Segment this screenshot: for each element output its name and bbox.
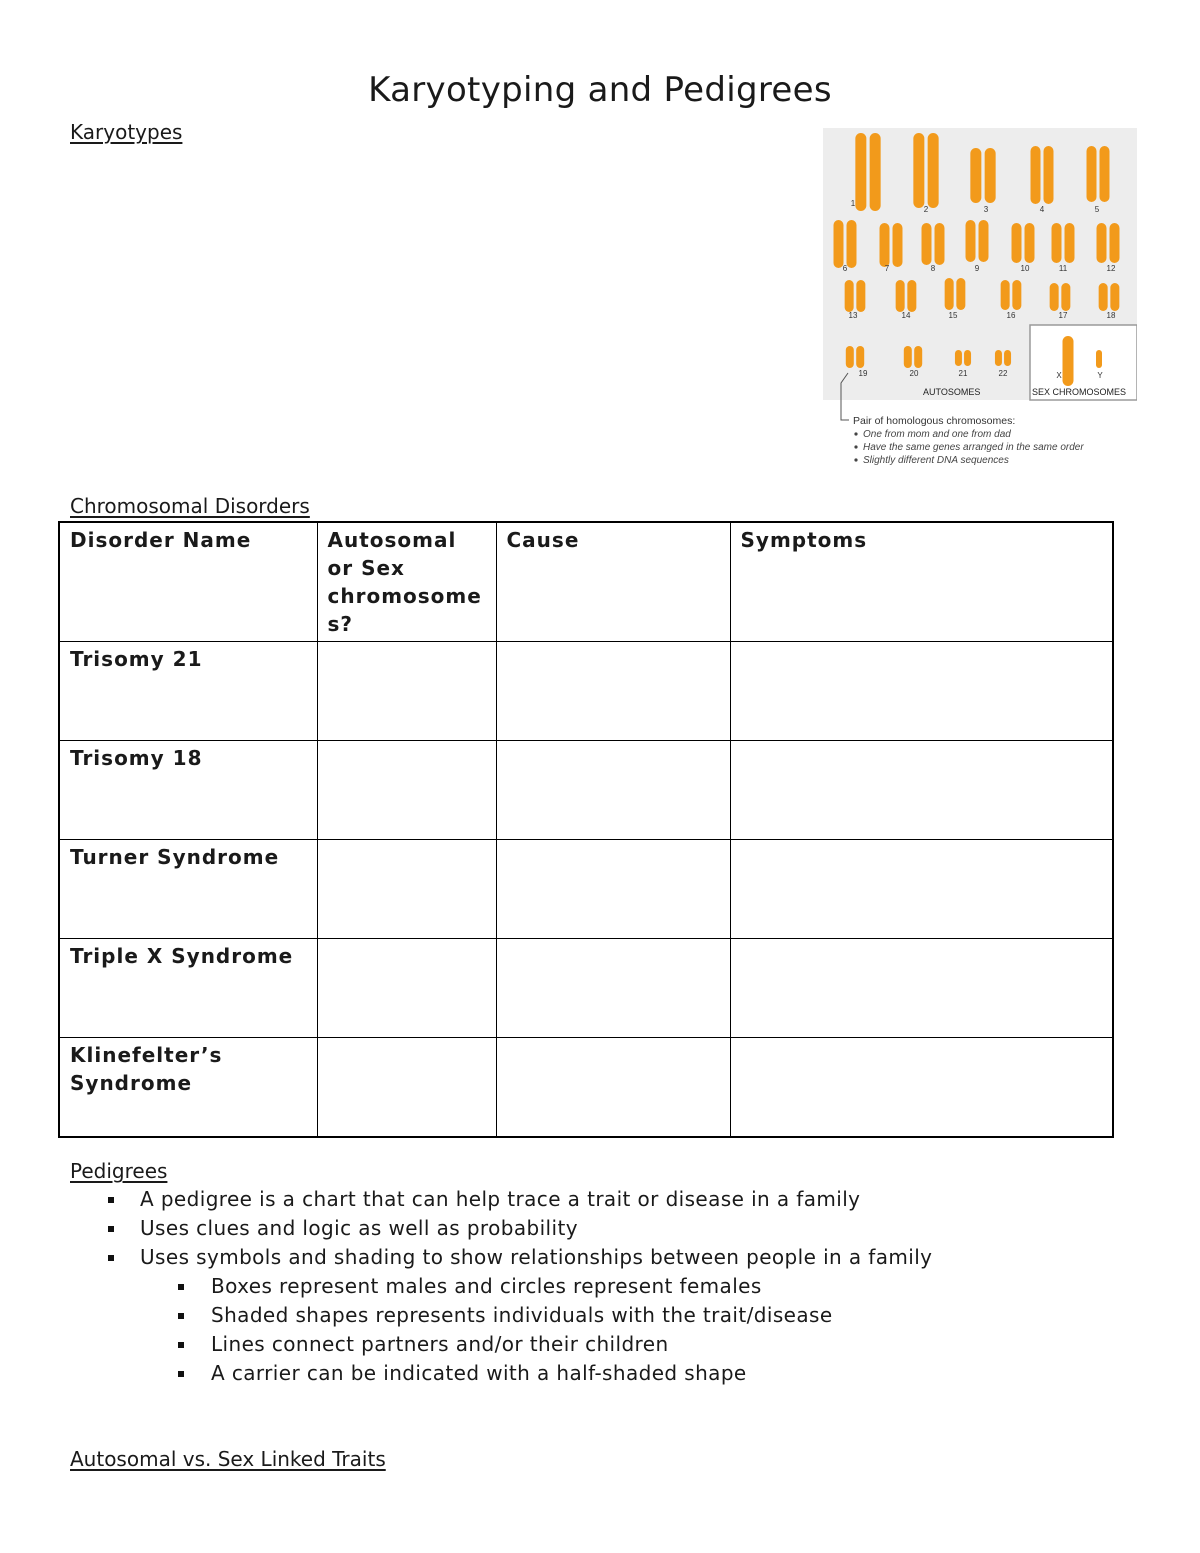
chromosome-icon bbox=[1063, 336, 1074, 386]
chromosome-icon bbox=[964, 350, 971, 366]
list-item-text: Uses symbols and shading to show relationships between people in a family bbox=[140, 1245, 933, 1269]
chromosome-icon bbox=[893, 223, 903, 267]
table-row bbox=[59, 840, 1113, 939]
table-row bbox=[59, 1038, 1113, 1138]
chromosome-icon bbox=[955, 350, 962, 366]
column-header: Autosomal or Sex chromosome s? bbox=[317, 522, 496, 642]
bullet-icon bbox=[108, 1255, 114, 1261]
type-cell[interactable] bbox=[317, 939, 496, 1038]
chromosome-pair-label: 16 bbox=[1006, 311, 1016, 320]
caption-point: One from mom and one from dad bbox=[863, 429, 1011, 440]
chromosome-icon bbox=[855, 133, 866, 211]
bullet-icon bbox=[854, 432, 857, 435]
chromosomal-disorders-heading: Chromosomal Disorders bbox=[70, 494, 310, 518]
autosomal-vs-sex-linked-heading: Autosomal vs. Sex Linked Traits bbox=[70, 1447, 386, 1471]
bullet-icon bbox=[108, 1197, 114, 1203]
bullet-icon bbox=[178, 1313, 184, 1319]
chromosome-icon bbox=[834, 220, 844, 268]
sub-list-item bbox=[100, 1301, 932, 1330]
chromosome-pair-label: 6 bbox=[842, 264, 848, 273]
bullet-icon bbox=[178, 1284, 184, 1290]
chromosome-pair-label: 18 bbox=[1106, 311, 1116, 320]
type-cell[interactable] bbox=[317, 1038, 496, 1138]
sub-list-item bbox=[100, 1330, 932, 1359]
chromosome-pair-label: 14 bbox=[901, 311, 911, 320]
chromosome-icon bbox=[985, 148, 996, 203]
chromosome-icon bbox=[1065, 223, 1075, 263]
chromosome-icon bbox=[928, 133, 939, 208]
list-item-text: A carrier can be indicated with a half-shaded shape bbox=[211, 1361, 747, 1385]
table-row bbox=[59, 939, 1113, 1038]
chromosome-pair-label: 20 bbox=[909, 369, 919, 378]
disorders-table bbox=[58, 521, 1114, 1138]
type-cell[interactable] bbox=[317, 840, 496, 939]
chromosome-icon bbox=[1052, 223, 1062, 263]
list-item bbox=[100, 1214, 932, 1243]
cause-cell[interactable] bbox=[496, 939, 730, 1038]
disorder-name-cell: Turner Syndrome bbox=[59, 840, 317, 939]
symptoms-cell[interactable] bbox=[730, 642, 1113, 741]
chromosome-icon bbox=[847, 220, 857, 268]
bullet-icon bbox=[854, 445, 857, 448]
list-item-text: A pedigree is a chart that can help trace a trait or disease in a family bbox=[140, 1187, 861, 1211]
table-row bbox=[59, 741, 1113, 840]
chromosome-icon bbox=[880, 223, 890, 267]
cause-cell[interactable] bbox=[496, 642, 730, 741]
page-title: Karyotyping and Pedigrees bbox=[368, 70, 832, 110]
bullet-icon bbox=[178, 1342, 184, 1348]
chromosome-icon bbox=[1001, 280, 1010, 310]
column-header: Cause bbox=[496, 522, 730, 642]
table-header-row bbox=[59, 522, 1113, 642]
caption-point: Slightly different DNA sequences bbox=[863, 455, 1009, 466]
chromosome-icon bbox=[1012, 223, 1022, 263]
chromosome-pair-label: 22 bbox=[998, 369, 1008, 378]
chromosome-icon bbox=[1087, 146, 1097, 202]
sex-chromosomes-label: SEX CHROMOSOMES bbox=[1032, 387, 1127, 397]
karyotype-figure bbox=[823, 128, 1137, 473]
chromosome-icon bbox=[914, 346, 922, 368]
type-cell[interactable] bbox=[317, 741, 496, 840]
chromosome-pair-label: 17 bbox=[1058, 311, 1068, 320]
chromosome-icon bbox=[966, 220, 976, 262]
sub-list-item bbox=[100, 1272, 932, 1301]
column-header: Symptoms bbox=[730, 522, 1113, 642]
chromosome-icon bbox=[1110, 223, 1120, 263]
disorder-name-cell: Klinefelter’s Syndrome bbox=[59, 1038, 317, 1138]
chromosome-icon bbox=[995, 350, 1002, 366]
chromosome-icon bbox=[1061, 283, 1070, 311]
chromosome-pair-label: 3 bbox=[983, 205, 989, 214]
chromosome-icon bbox=[1099, 283, 1108, 311]
symptoms-cell[interactable] bbox=[730, 741, 1113, 840]
cause-cell[interactable] bbox=[496, 1038, 730, 1138]
chromosome-icon bbox=[1097, 223, 1107, 263]
chromosome-icon bbox=[1025, 223, 1035, 263]
chromosome-pair-label: X bbox=[1056, 371, 1062, 380]
list-item-text: Boxes represent males and circles represent females bbox=[211, 1274, 762, 1298]
disorder-name-cell: Triple X Syndrome bbox=[59, 939, 317, 1038]
chromosome-icon bbox=[1044, 146, 1054, 204]
disorder-name-cell: Trisomy 18 bbox=[59, 741, 317, 840]
chromosome-icon bbox=[1050, 283, 1059, 311]
chromosome-icon bbox=[1100, 146, 1110, 202]
karyotypes-heading: Karyotypes bbox=[70, 120, 183, 144]
chromosome-icon bbox=[1096, 350, 1102, 368]
chromosome-pair-label: 9 bbox=[974, 264, 980, 273]
chromosome-icon bbox=[856, 280, 865, 312]
chromosome-pair-label: 8 bbox=[930, 264, 936, 273]
bullet-icon bbox=[108, 1226, 114, 1232]
chromosome-icon bbox=[979, 220, 989, 262]
chromosome-icon bbox=[856, 346, 864, 368]
type-cell[interactable] bbox=[317, 642, 496, 741]
chromosome-icon bbox=[1031, 146, 1041, 204]
pedigree-list bbox=[100, 1185, 932, 1388]
symptoms-cell[interactable] bbox=[730, 939, 1113, 1038]
chromosome-icon bbox=[896, 280, 905, 312]
column-header: Disorder Name bbox=[59, 522, 317, 642]
chromosome-icon bbox=[870, 133, 881, 211]
bullet-icon bbox=[178, 1371, 184, 1377]
pedigrees-heading: Pedigrees bbox=[70, 1159, 168, 1183]
list-item-text: Uses clues and logic as well as probability bbox=[140, 1216, 578, 1240]
chromosome-icon bbox=[846, 346, 854, 368]
sub-list-item bbox=[100, 1359, 932, 1388]
chromosome-icon bbox=[1012, 280, 1021, 310]
chromosome-pair-label: 19 bbox=[858, 369, 868, 378]
chromosome-icon bbox=[907, 280, 916, 312]
chromosome-pair-label: 12 bbox=[1106, 264, 1116, 273]
chromosome-pair-label: 4 bbox=[1039, 205, 1045, 214]
chromosome-pair-label: 15 bbox=[948, 311, 958, 320]
chromosome-pair-label: 2 bbox=[923, 205, 929, 214]
chromosome-pair-label: 7 bbox=[884, 264, 890, 273]
list-item bbox=[100, 1243, 932, 1272]
chromosome-icon bbox=[945, 278, 954, 310]
autosomes-label: AUTOSOMES bbox=[923, 387, 981, 397]
karyotype-image bbox=[823, 128, 1137, 473]
karyotype-caption: Pair of homologous chromosomes: bbox=[853, 415, 1016, 427]
list-item-text: Shaded shapes represents individuals with the trait/disease bbox=[211, 1303, 833, 1327]
chromosome-pair-label: 1 bbox=[850, 199, 856, 208]
list-item bbox=[100, 1185, 932, 1214]
chromosome-icon bbox=[1110, 283, 1119, 311]
chromosome-icon bbox=[956, 278, 965, 310]
bullet-icon bbox=[854, 458, 857, 461]
cause-cell[interactable] bbox=[496, 741, 730, 840]
symptoms-cell[interactable] bbox=[730, 840, 1113, 939]
chromosome-icon bbox=[970, 148, 981, 203]
table-row bbox=[59, 642, 1113, 741]
chromosome-pair-label: 13 bbox=[848, 311, 858, 320]
chromosome-pair-label: 10 bbox=[1020, 264, 1030, 273]
chromosome-icon bbox=[904, 346, 912, 368]
cause-cell[interactable] bbox=[496, 840, 730, 939]
chromosome-icon bbox=[935, 223, 945, 265]
symptoms-cell[interactable] bbox=[730, 1038, 1113, 1138]
chromosome-pair-label: 11 bbox=[1058, 264, 1068, 273]
list-item-text: Lines connect partners and/or their children bbox=[211, 1332, 669, 1356]
chromosome-pair-label: Y bbox=[1097, 371, 1103, 380]
chromosome-pair-label: 21 bbox=[958, 369, 968, 378]
chromosome-icon bbox=[913, 133, 924, 208]
chromosome-pair-label: 5 bbox=[1094, 205, 1100, 214]
chromosome-icon bbox=[845, 280, 854, 312]
disorder-name-cell: Trisomy 21 bbox=[59, 642, 317, 741]
chromosome-icon bbox=[1004, 350, 1011, 366]
chromosome-icon bbox=[922, 223, 932, 265]
caption-point: Have the same genes arranged in the same order bbox=[863, 442, 1084, 453]
